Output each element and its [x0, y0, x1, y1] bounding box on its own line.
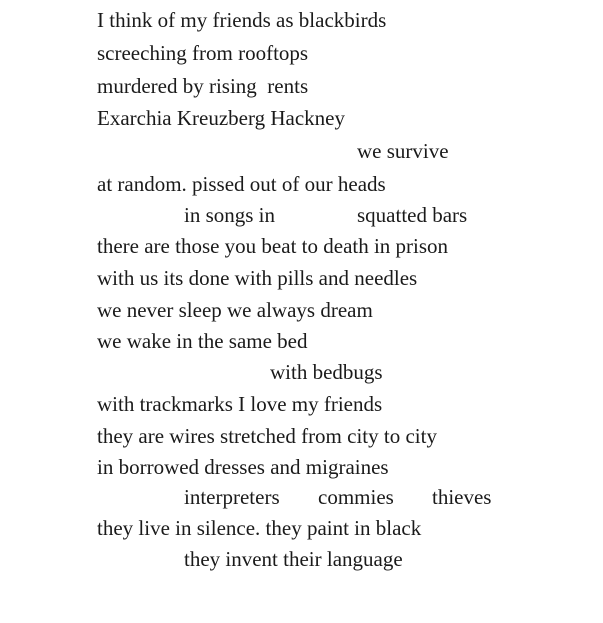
poem-line-17: they live in silence. they paint in black: [97, 516, 422, 540]
poem-line-1: I think of my friends as blackbirds: [97, 8, 387, 32]
poem-line-10: we never sleep we always dream: [97, 298, 373, 322]
poem-line-16-part-3: thieves: [432, 485, 492, 509]
poem-line-18: they invent their language: [184, 547, 403, 571]
poem-line-9: with us its done with pills and needles: [97, 266, 418, 290]
poem-line-15: in borrowed dresses and migraines: [97, 455, 389, 479]
poem-line-7: [0, 201, 603, 229]
poem-line-2: screeching from rooftops: [97, 41, 309, 65]
poem-line-14: they are wires stretched from city to city: [97, 424, 437, 448]
poem-line-6: at random. pissed out of our heads: [97, 172, 386, 196]
poem-line-3: murdered by rising rents: [97, 74, 309, 98]
poem-line-11: we wake in the same bed: [97, 329, 308, 353]
poem-line-5: we survive: [357, 139, 449, 163]
poem-line-4: Exarchia Kreuzberg Hackney: [97, 106, 345, 130]
poem-line-12: with bedbugs: [270, 360, 383, 384]
poem-line-13: with trackmarks I love my friends: [97, 392, 383, 416]
poem-line-16: [0, 483, 603, 511]
poem-line-16-part-2: commies: [318, 485, 394, 509]
poem-line-7-part-1: in songs in: [184, 203, 276, 227]
poem-line-7-part-2: squatted bars: [357, 203, 468, 227]
poem-line-8: there are those you beat to death in prison: [97, 234, 449, 258]
poem-line-16-part-1: interpreters: [184, 485, 280, 509]
